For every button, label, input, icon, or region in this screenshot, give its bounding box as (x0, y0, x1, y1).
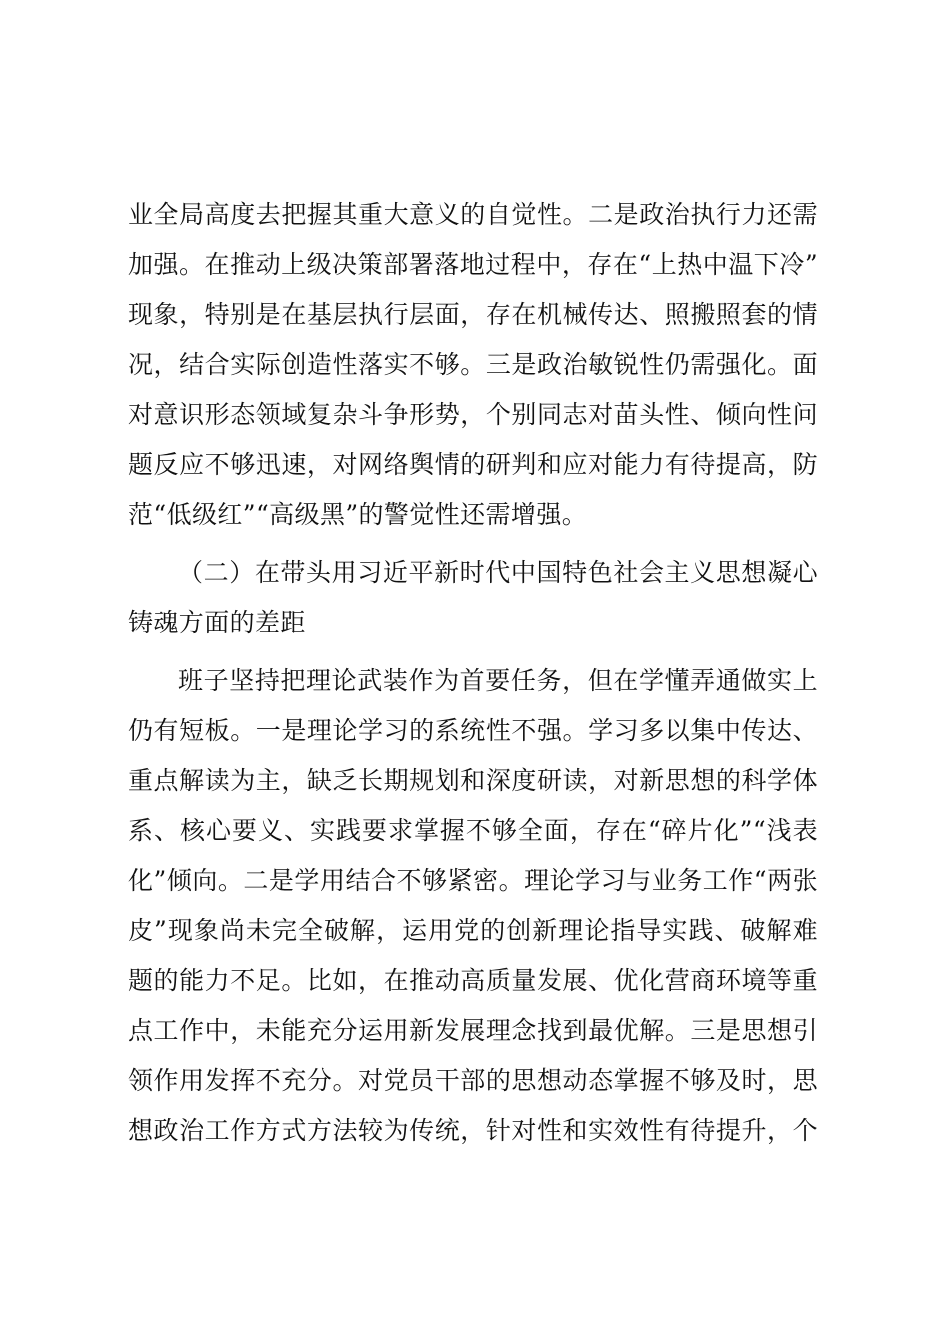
text-line: 重点解读为主，缺乏长期规划和深度研读，对新思想的科学体 (128, 766, 818, 795)
text-line: 题的能力不足。比如，在推动高质量发展、优化营商环境等重 (128, 966, 818, 995)
section-heading (128, 548, 818, 648)
text-line: 班子坚持把理论武装作为首要任务，但在学懂弄通做实上 (178, 666, 818, 695)
text-line: 业全局高度去把握其重大意义的自觉性。二是政治执行力还需 (128, 200, 818, 229)
heading-line: （二）在带头用习近平新时代中国特色社会主义思想凝心 (178, 558, 818, 587)
text-line: 点工作中，未能充分运用新发展理念找到最优解。三是思想引 (128, 1016, 818, 1045)
paragraph-2 (128, 656, 818, 1156)
text-line: 范“低级红”“高级黑”的警觉性还需增强。 (128, 500, 588, 529)
text-line: 况，结合实际创造性落实不够。三是政治敏锐性仍需强化。面 (128, 350, 818, 379)
text-line: 领作用发挥不充分。对党员干部的思想动态掌握不够及时，思 (128, 1066, 818, 1095)
text-line: 想政治工作方式方法较为传统，针对性和实效性有待提升，个 (128, 1116, 818, 1145)
text-line: 化”倾向。二是学用结合不够紧密。理论学习与业务工作“两张 (128, 866, 818, 895)
text-line: 对意识形态领域复杂斗争形势，个别同志对苗头性、倾向性问 (128, 400, 818, 429)
body-text (128, 190, 818, 1156)
heading-line: 铸魂方面的差距 (128, 608, 306, 637)
paragraph-1 (128, 190, 818, 540)
text-line: 系、核心要义、实践要求掌握不够全面，存在“碎片化”“浅表 (128, 816, 818, 845)
text-line: 题反应不够迅速，对网络舆情的研判和应对能力有待提高，防 (128, 450, 818, 479)
text-line: 皮”现象尚未完全破解，运用党的创新理论指导实践、破解难 (128, 916, 818, 945)
text-line: 仍有短板。一是理论学习的系统性不强。学习多以集中传达、 (128, 716, 818, 745)
text-line: 加强。在推动上级决策部署落地过程中，存在“上热中温下冷” (128, 250, 818, 279)
text-line: 现象，特别是在基层执行层面，存在机械传达、照搬照套的情 (128, 300, 818, 329)
